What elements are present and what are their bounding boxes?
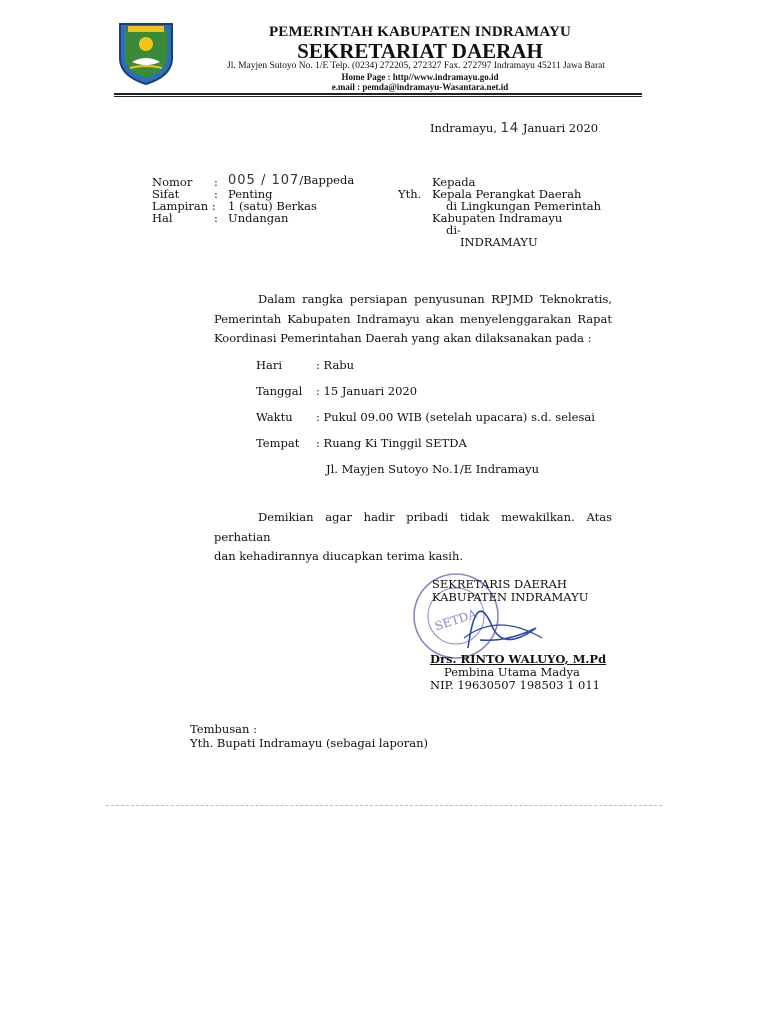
recipient-yth: Yth. (398, 187, 422, 201)
letterhead-government: PEMERINTAH KABUPATEN INDRAMAYU (268, 24, 572, 40)
body-opening-line3: Koordinasi Pemerintahan Daerah yang akan dilaksanakan pada : (214, 331, 592, 345)
detail-waktu-label: Waktu (256, 410, 293, 424)
meta-sifat-label: Sifat (152, 187, 180, 201)
body-closing-line2: dan kehadirannya diucapkan terima kasih. (214, 549, 464, 563)
meta-colon: : (214, 175, 218, 189)
recipient-line4: di- (446, 223, 461, 237)
detail-address: Jl. Mayjen Sutoyo No.1/E Indramayu (326, 462, 540, 476)
date-day-handwritten: 14 (500, 121, 520, 136)
meta-colon: : (214, 211, 218, 225)
kabupaten-logo (116, 18, 176, 86)
body-opening-line1: Dalam rangka persiapan penyusunan RPJMD Teknokratis, (258, 292, 612, 306)
signature-name: Drs. RINTO WALUYO, M.Pd (430, 652, 607, 666)
body-opening-line2: Pemerintah Kabupaten Indramayu akan menyelenggarakan Rapat (214, 311, 612, 326)
signature-rank: Pembina Utama Madya (444, 665, 580, 679)
meta-hal-value: Undangan (228, 211, 289, 225)
meta-nomor-value (228, 174, 354, 187)
detail-tempat-label: Tempat (256, 436, 300, 450)
date-rest: Januari 2020 (519, 121, 599, 135)
letterhead-office: SEKRETARIAT DAERAH (297, 39, 543, 63)
detail-tanggal-value: : 15 Januari 2020 (316, 384, 418, 398)
meta-lampiran-label: Lampiran : (152, 199, 216, 213)
tembusan-label: Tembusan : (190, 722, 257, 736)
detail-hari-value: : Rabu (316, 358, 355, 372)
recipient-kepada: Kepada (432, 175, 476, 189)
recipient-line1: Kepala Perangkat Daerah (432, 187, 582, 201)
nomor-suffix: /Bappeda (299, 173, 355, 187)
tembusan-line1: Yth. Bupati Indramayu (sebagai laporan) (190, 736, 428, 750)
nomor-handwritten: 005 / 107 (228, 173, 300, 188)
recipient-line5: INDRAMAYU (460, 235, 538, 249)
meta-lampiran-value: 1 (satu) Berkas (228, 199, 317, 213)
signature-title1: SEKRETARIS DAERAH (432, 577, 567, 591)
recipient-line3: Kabupaten Indramayu (432, 211, 563, 225)
letterhead-divider (114, 93, 642, 95)
meta-nomor-label: Nomor (152, 175, 193, 189)
date-line (430, 122, 598, 135)
meta-hal-label: Hal (152, 211, 173, 225)
body-closing (214, 508, 612, 567)
letterhead-divider-thin (114, 96, 642, 97)
recipient-line2: di Lingkungan Pemerintah (446, 199, 602, 213)
body-opening (214, 290, 612, 349)
detail-tanggal-label: Tanggal (256, 384, 303, 398)
page-footer-divider (106, 805, 662, 806)
meta-sifat-value: Penting (228, 187, 273, 201)
letterhead-homepage: Home Page : http//www.indramayu.go.id (341, 72, 499, 82)
letterhead-address: Jl. Mayjen Sutoyo No. 1/E Telp. (0234) 272205, 272327 Fax. 272797 Indramayu 45211 Jawa Barat (227, 61, 605, 71)
detail-waktu-value: : Pukul 09.00 WIB (setelah upacara) s.d. selesai (316, 410, 595, 424)
signature-title2: KABUPATEN INDRAMAYU (432, 590, 589, 604)
meta-colon: : (214, 187, 218, 201)
detail-hari-label: Hari (256, 358, 283, 372)
signature-nip: NIP. 19630507 198503 1 011 (430, 678, 600, 692)
stamp-text: SETDA (432, 606, 479, 634)
date-city: Indramayu, (430, 121, 501, 135)
body-closing-line1: Demikian agar hadir pribadi tidak mewakilkan. Atas perhatian (214, 510, 612, 544)
detail-tempat-value: : Ruang Ki Tinggil SETDA (316, 436, 467, 450)
letterhead-email: e.mail : pemda@indramayu-Wasantara.net.id (331, 82, 509, 92)
